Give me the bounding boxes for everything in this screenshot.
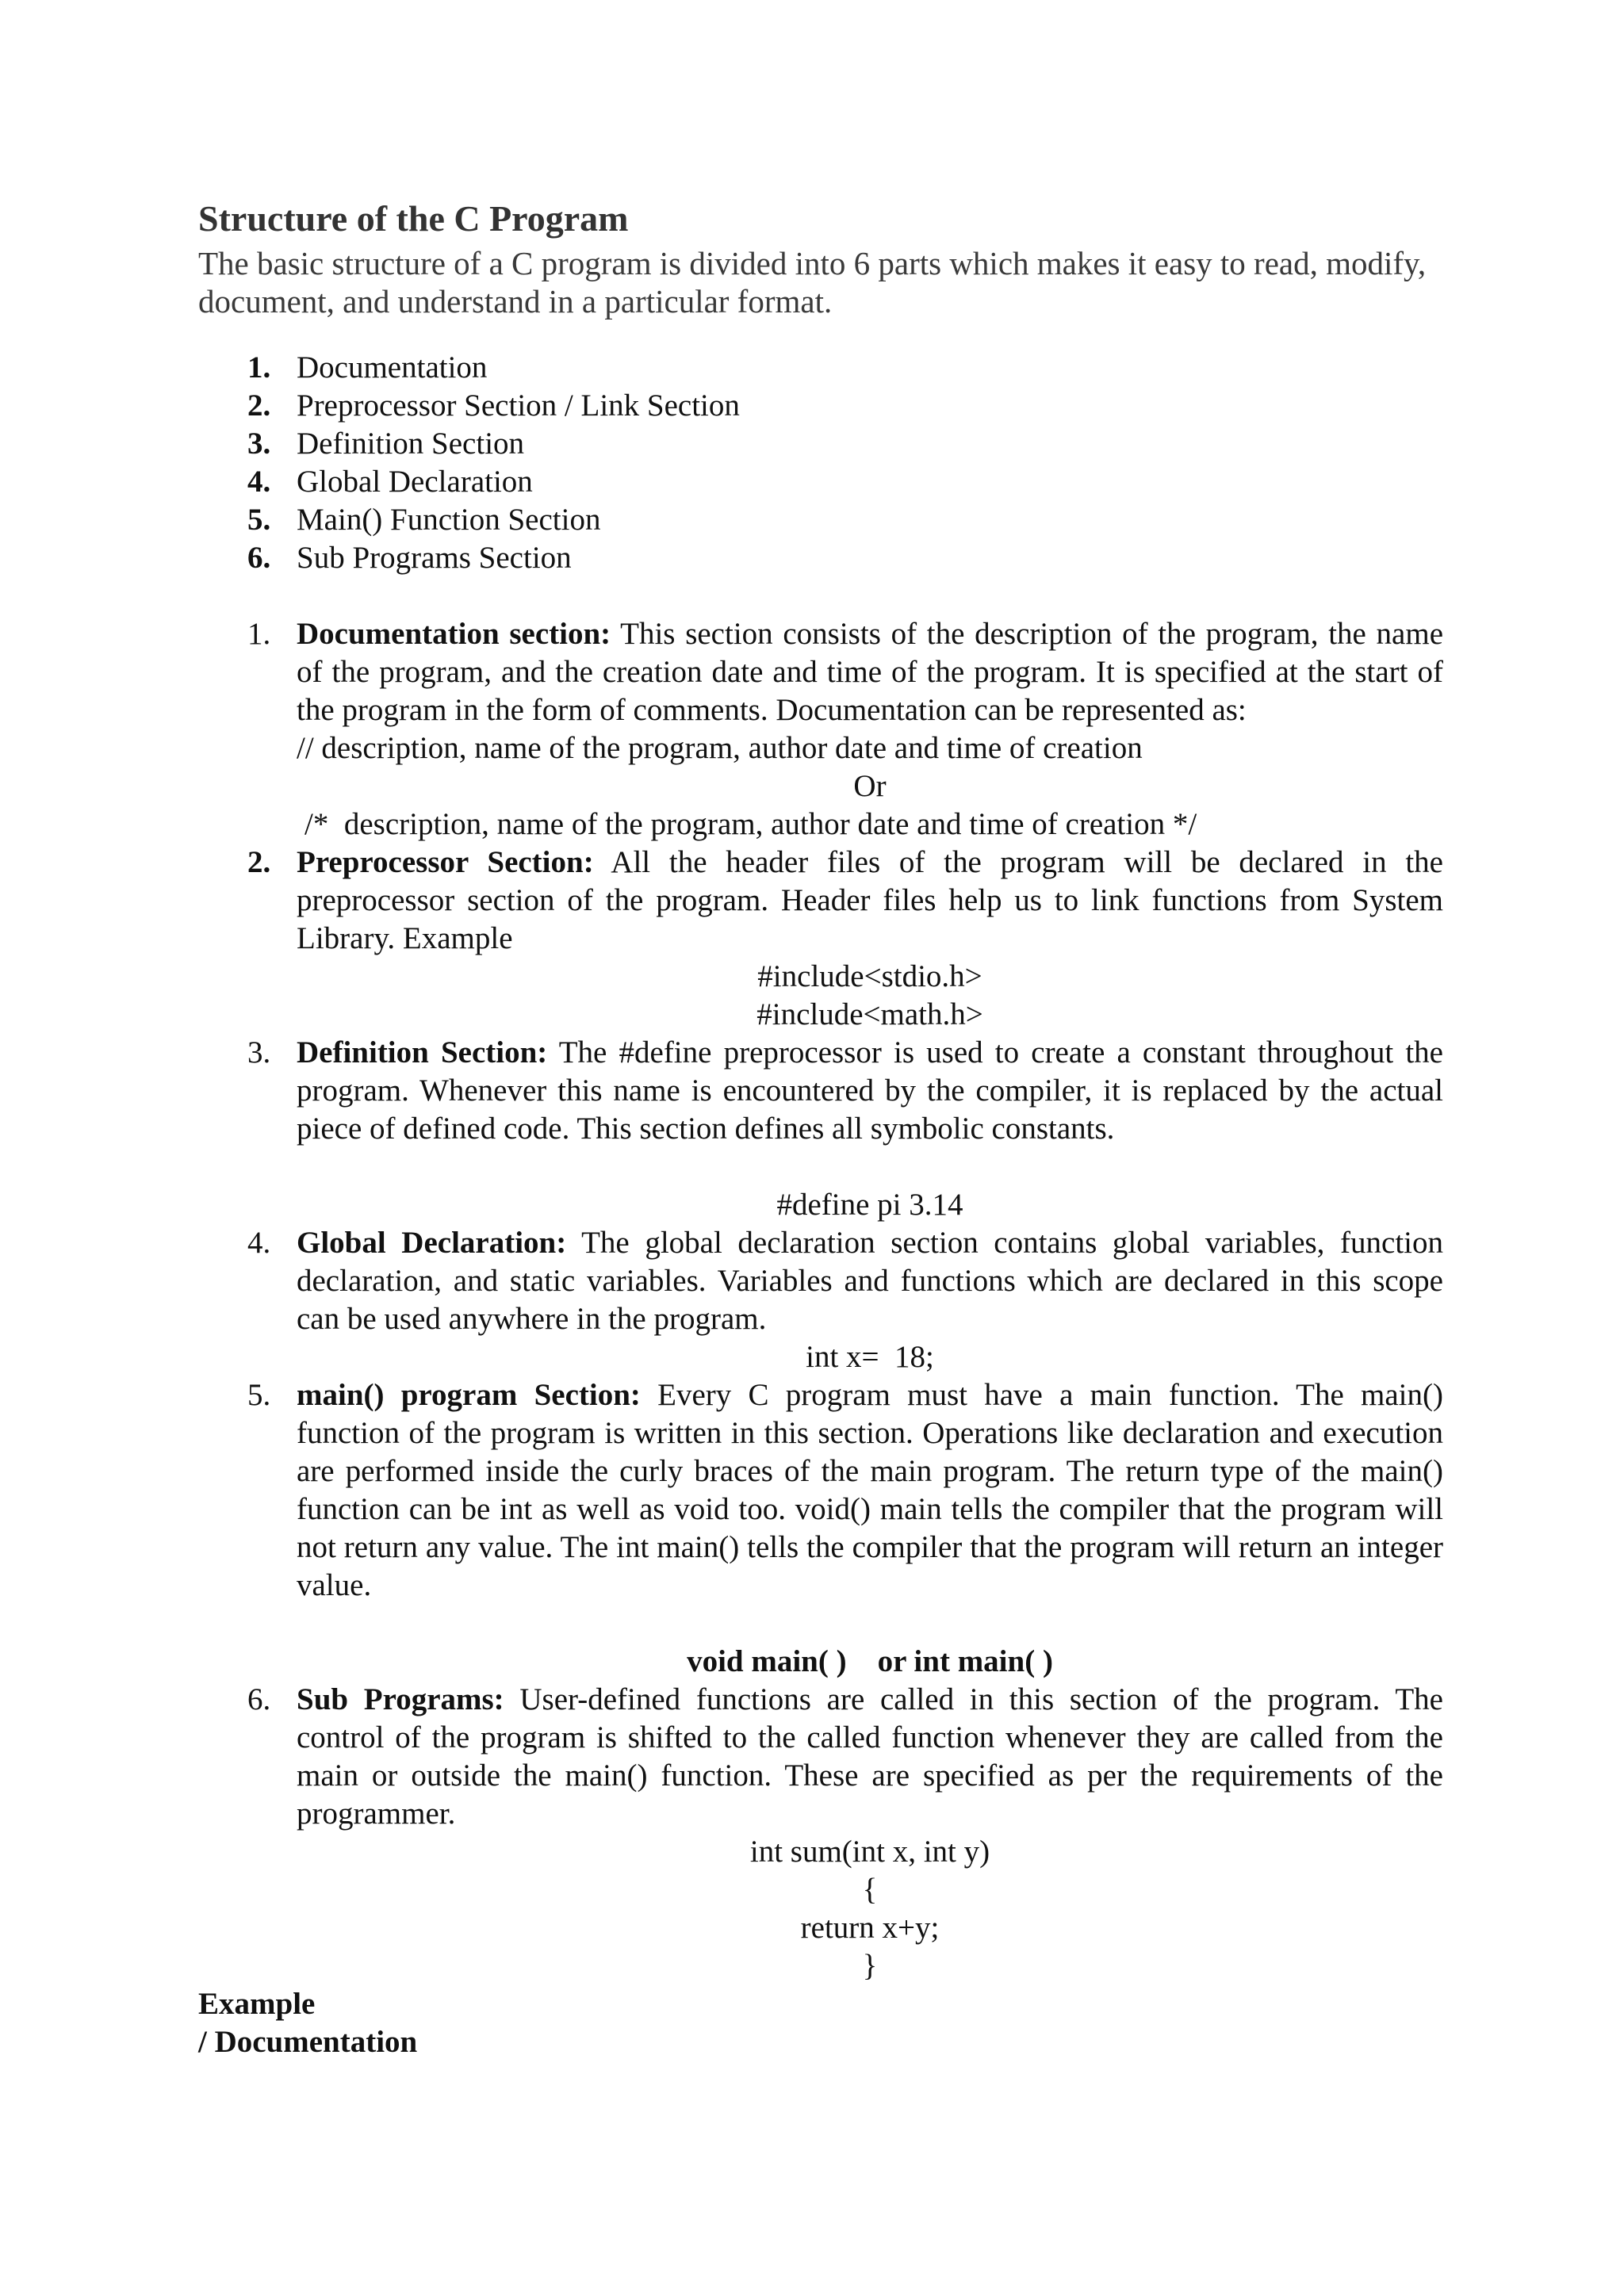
list-item: 5. Main() Function Section: [247, 503, 601, 537]
section-heading: main() program Section:: [297, 1378, 641, 1412]
section-heading: Preprocessor Section:: [297, 845, 594, 879]
section-text: This section consists of the description of the program, the name of the program, and the creation date and time of the program. It is specified at the start of the program in the form of comments. Documentation can be represented as:: [297, 617, 1444, 727]
parts-list: [198, 349, 1443, 577]
section-preprocessor: 2. Preprocessor Section: All the header files of the program will be declared in the preprocessor section of the program. Header files help us to link functions from System Library. Example #include<stdio.h> #include<math.h>: [198, 844, 1443, 1034]
page-title: Structure of the C Program: [198, 198, 629, 239]
section-text: All the header files of the program will be declared in the preprocessor section of the program. Header files help us to link functions from System Library. Example: [297, 845, 1443, 955]
section-descriptions: [198, 615, 1443, 1985]
list-item: 3. Definition Section: [247, 427, 525, 461]
list-item: 4. Global Declaration: [247, 465, 533, 499]
code-line: int sum(int x, int y): [749, 1835, 990, 1869]
code-line: #define pi 3.14: [776, 1188, 963, 1222]
section-heading: Documentation section:: [297, 617, 611, 651]
code-line: }: [862, 1949, 878, 1983]
section-heading: Sub Programs:: [297, 1682, 504, 1716]
section-heading: Global Declaration:: [297, 1226, 567, 1260]
code-line: {: [862, 1873, 878, 1907]
code-line: void main( ) or int main( ): [687, 1644, 1053, 1678]
comment-line-single: // description, name of the program, author date and time of creation: [297, 731, 1143, 765]
intro-paragraph: The basic structure of a C program is divided into 6 parts which makes it easy to read, modify, document, and understand in a particular format.: [198, 245, 1427, 320]
example-line: / Documentation: [198, 2025, 418, 2059]
code-line: #include<math.h>: [756, 997, 983, 1031]
comment-line-block: /* description, name of the program, author date and time of creation */: [304, 807, 1197, 841]
document-page: [198, 197, 1443, 2061]
section-heading: Definition Section:: [297, 1035, 548, 1070]
section-text: Every C program must have a main function. The main() function of the program is written in this section. Operations like declaration and execution are performed inside the curly braces of the main program. The return type of the main() function can be int as well as void too. void() main tells the compiler that the program will not return any value. The int main() tells the compiler that the program will return an integer value.: [297, 1378, 1443, 1602]
section-text: The global declaration section contains global variables, function declaration, and static variables. Variables and functions which are declared in this scope can be used anywhere in the program.: [297, 1226, 1443, 1336]
section-text: User-defined functions are called in this section of the program. The control of the program is shifted to the called function whenever they are called from the main or outside the main() function. These are specified as per the requirements of the programmer.: [297, 1682, 1443, 1831]
list-item: 6. Sub Programs Section: [247, 541, 572, 575]
section-definition: 3. Definition Section: The #define preprocessor is used to create a constant throughout the program. Whenever this name is encountered by the compiler, it is replaced by the actual piece of defined code. This section defines all symbolic constants. #define pi 3.14: [198, 1034, 1443, 1224]
list-item: 1. Documentation: [247, 350, 488, 385]
section-text: The #define preprocessor is used to create a constant throughout the program. Whenever this name is encountered by the compiler, it is replaced by the actual piece of defined code. This section defines all symbolic constants.: [297, 1035, 1443, 1146]
section-documentation: 1. Documentation section: This section consists of the description of the program, the name of the program, and the creation date and time of the program. It is specified at the start of the program in the form of comments. Documentation can be represented as: // description, name of the program, author date and time of creation Or /* description, name of the program, author date and time of creation */: [198, 615, 1443, 844]
section-main: 5. main() program Section: Every C program must have a main function. The main() function of the program is written in this section. Operations like declaration and execution are performed inside the curly braces of the main program. The return type of the main() function can be int as well as void too. void() main tells the compiler that the program will not return any value. The int main() tells the compiler that the program will return an integer value. void main( ) or int main( ): [198, 1376, 1443, 1681]
or-separator: Or: [853, 769, 887, 803]
section-sub-programs: 6. Sub Programs: User-defined functions are called in this section of the program. The control of the program is shifted to the called function whenever they are called from the main or outside the main() function. These are specified as per the requirements of the programmer. int sum(int x, int y) { return x+y; }: [198, 1681, 1443, 1985]
code-line: #include<stdio.h>: [757, 959, 982, 993]
list-item: 2. Preprocessor Section / Link Section: [247, 388, 740, 423]
section-global-declaration: 4. Global Declaration: The global declaration section contains global variables, function declaration, and static variables. Variables and functions which are declared in this scope can be used anywhere in the program. int x= 18;: [198, 1224, 1443, 1376]
example-heading: Example: [198, 1987, 316, 2021]
code-line: int x= 18;: [806, 1340, 934, 1374]
code-line: return x+y;: [800, 1911, 940, 1945]
